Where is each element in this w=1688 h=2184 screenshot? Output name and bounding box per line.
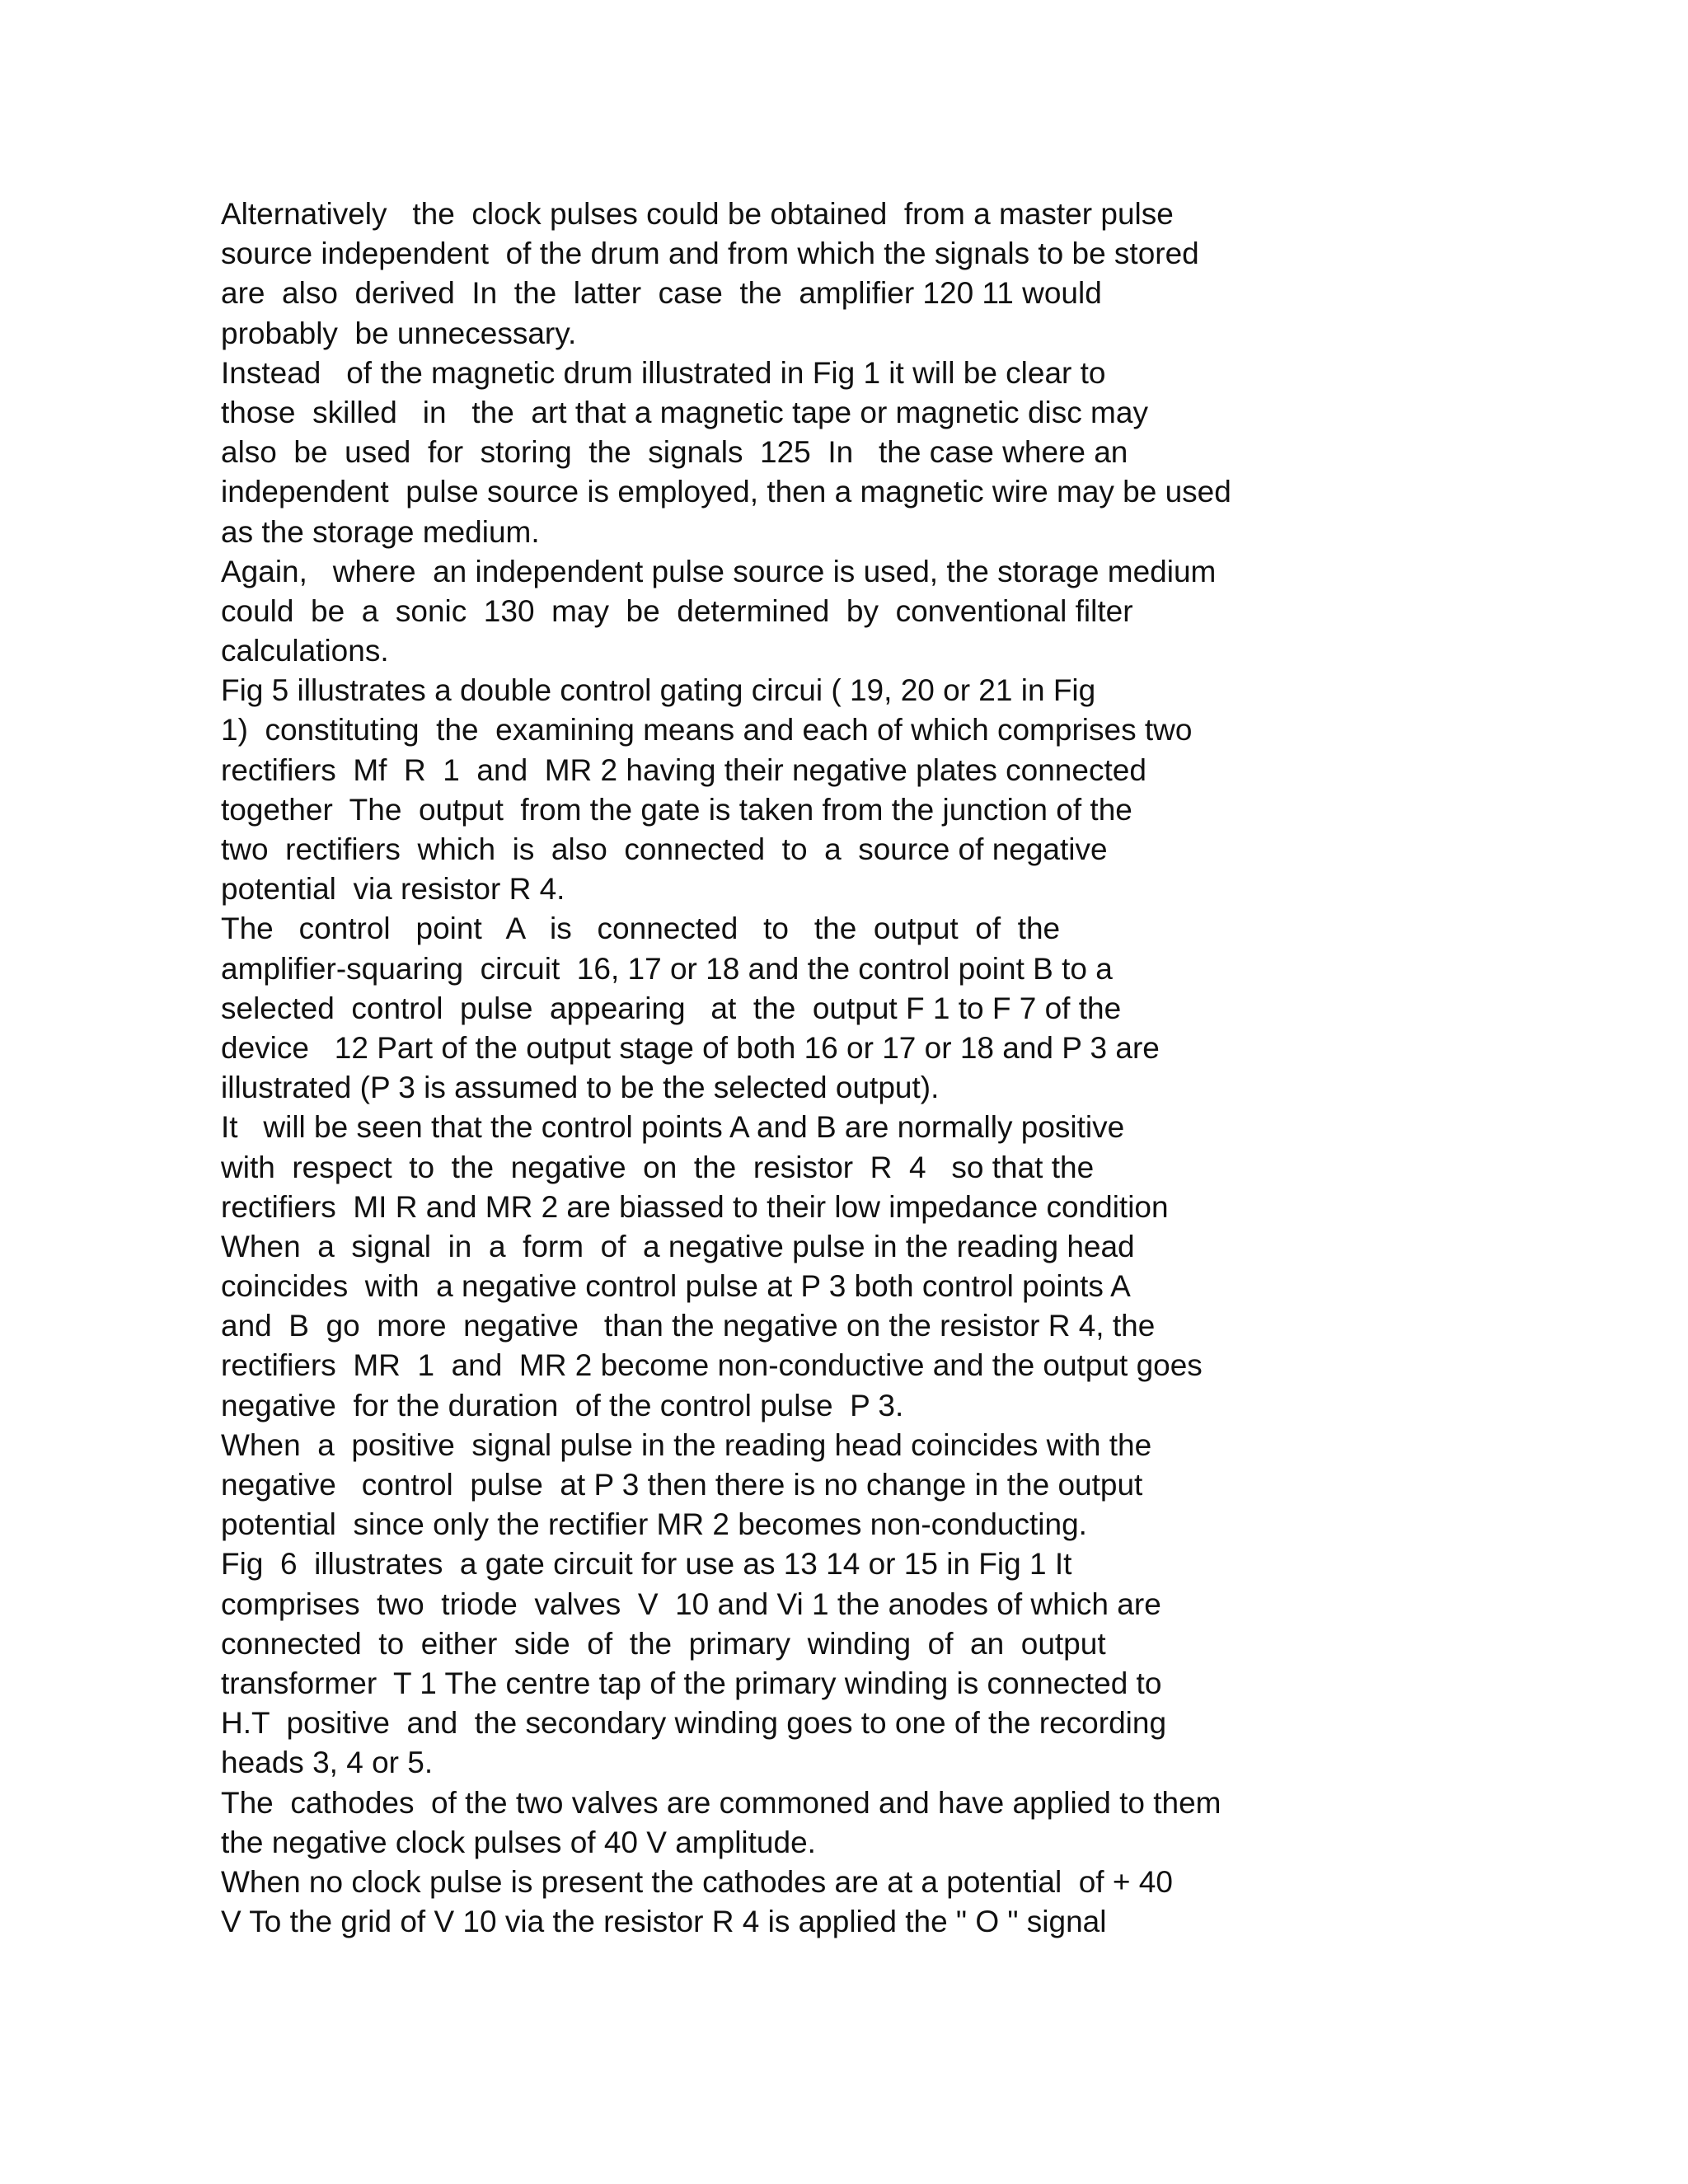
text-line: selected control pulse appearing at the output F 1 to F 7 of the	[221, 991, 1122, 1025]
text-line: with respect to the negative on the resistor R 4 so that the	[221, 1150, 1095, 1184]
text-line	[221, 1942, 1457, 1981]
text-line: Fig 6 illustrates a gate circuit for use as 13 14 or 15 in Fig 1 It	[221, 1547, 1072, 1582]
text-line: the negative clock pulses of 40 V amplitude.	[221, 1825, 816, 1859]
text-line: negative for the duration of the control pulse P 3.	[221, 1388, 904, 1422]
text-line: rectifiers MR 1 and MR 2 become non-conductive and the output goes	[221, 1348, 1203, 1383]
text-line: illustrated (P 3 is assumed to be the selected output).	[221, 1071, 940, 1105]
text-line: independent pulse source is employed, then a magnetic wire may be used	[221, 475, 1231, 509]
text-line: as the storage medium.	[221, 514, 540, 549]
text-line: The control point A is connected to the output of the	[221, 912, 1061, 946]
text-line: The cathodes of the two valves are commoned and have applied to them	[221, 1785, 1221, 1820]
text-line: those skilled in the art that a magnetic tape or magnetic disc may	[221, 395, 1148, 429]
text-line: negative control pulse at P 3 then there is no change in the output	[221, 1468, 1143, 1502]
text-line: together The output from the gate is taken from the junction of the	[221, 792, 1132, 827]
text-line: It will be seen that the control points A and B are normally positive	[221, 1110, 1125, 1145]
text-line: source independent of the drum and from which the signals to be stored	[221, 237, 1199, 271]
text-line: rectifiers MI R and MR 2 are biassed to their low impedance condition	[221, 1189, 1169, 1224]
text-line: heads 3, 4 or 5.	[221, 1746, 434, 1780]
text-line: probably be unnecessary.	[221, 316, 577, 350]
text-line: H.T positive and the secondary winding goes to one of the recording	[221, 1706, 1167, 1741]
text-line: calculations.	[221, 634, 389, 668]
text-line: rectifiers Mf R 1 and MR 2 having their negative plates connected	[221, 752, 1146, 787]
text-line: When no clock pulse is present the cathodes are at a potential of + 40	[221, 1864, 1173, 1899]
text-line: comprises two triode valves V 10 and Vi 1 the anodes of which are	[221, 1586, 1161, 1621]
text-line: coincides with a negative control pulse at P 3 both control points A	[221, 1269, 1131, 1304]
text-line: connected to either side of the primary winding of an output	[221, 1626, 1106, 1661]
text-line: transformer T 1 The centre tap of the primary winding is connected to	[221, 1666, 1162, 1700]
text-line: are also derived In the latter case the amplifier 120 11 would	[221, 276, 1102, 311]
text-line: Fig 5 illustrates a double control gating circui ( 19, 20 or 21 in Fig	[221, 673, 1096, 708]
text-line: device 12 Part of the output stage of both 16 or 17 or 18 and P 3 are	[221, 1030, 1160, 1065]
body-text	[221, 194, 1457, 1981]
text-line: amplifier-squaring circuit 16, 17 or 18 and the control point B to a	[221, 951, 1113, 986]
text-line: Instead of the magnetic drum illustrated in Fig 1 it will be clear to	[221, 355, 1106, 390]
text-line: Alternatively the clock pulses could be obtained from a master pulse	[221, 197, 1174, 231]
text-line: potential since only the rectifier MR 2 becomes non-conducting.	[221, 1507, 1087, 1542]
text-line: When a signal in a form of a negative pulse in the reading head	[221, 1229, 1135, 1263]
text-line: potential via resistor R 4.	[221, 872, 565, 907]
text-line: could be a sonic 130 may be determined by conventional filter	[221, 593, 1133, 628]
text-line: When a positive signal pulse in the reading head coincides with the	[221, 1427, 1152, 1462]
text-line: also be used for storing the signals 125 In the case where an	[221, 435, 1128, 470]
text-line: V To the grid of V 10 via the resistor R 4 is applied the " O " signal	[221, 1905, 1107, 1939]
text-line: Again, where an independent pulse source is used, the storage medium	[221, 554, 1217, 588]
text-line: 1) constituting the examining means and each of which comprises two	[221, 713, 1193, 748]
text-line: two rectifiers which is also connected to a source of negative	[221, 832, 1108, 866]
text-line: and B go more negative than the negative on the resistor R 4, the	[221, 1309, 1156, 1343]
